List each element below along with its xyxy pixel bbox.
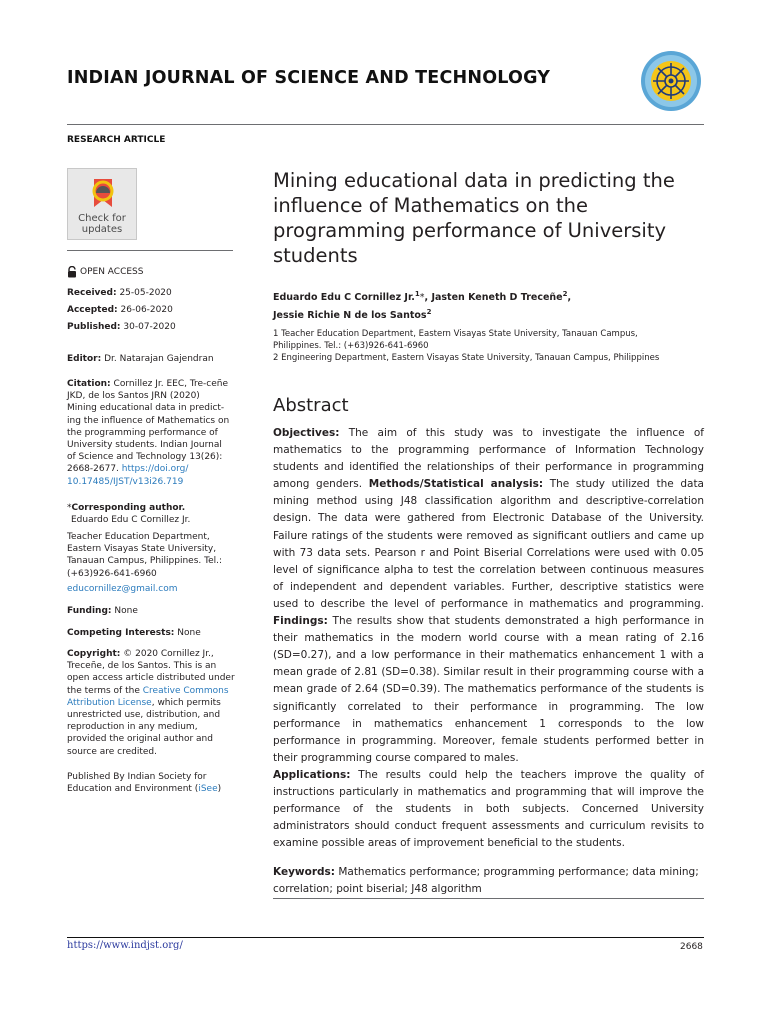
bookmark-icon (88, 175, 118, 211)
abstract-heading: Abstract (273, 395, 349, 416)
footer-divider (67, 937, 704, 938)
keywords: Keywords: Mathematics performance; programming performance; data mining; correlation; point biserial; J48 algorithm (273, 866, 699, 895)
header-divider (67, 124, 704, 125)
journal-title: INDIAN JOURNAL OF SCIENCE AND TECHNOLOGY (67, 68, 551, 88)
corresponding-email-link[interactable]: educornillez@gmail.com (67, 584, 178, 594)
author-list: Eduardo Edu C Cornillez Jr.$^1$*, Jasten Keneth D Treceñe$^2$, Jessie Richie N de los Santos$^2$ (273, 290, 572, 322)
creative-commons-link[interactable]: Creative Commons Attribution License (67, 685, 229, 708)
open-access-label: OPEN ACCESS (80, 267, 144, 277)
published-date: Published: 30-07-2020 (67, 322, 176, 332)
accepted-date: Accepted: 26-06-2020 (67, 305, 173, 315)
check-updates-line1: Check for (78, 213, 126, 224)
keywords-divider (273, 898, 704, 899)
corresponding-address: Teacher Education Department, Eastern Visayas State University, Tanauan Campus, Philippines. Tel.: (+63)926-641-6960 (67, 532, 223, 579)
check-for-updates-badge[interactable] (67, 168, 137, 240)
citation-doi-link[interactable]: https://doi.org/ 10.17485/IJST/v13i26.719 (67, 464, 189, 487)
affiliation-1: 1 Teacher Education Department, Eastern Visayas State University, Tanauan Campus, Philippines. Tel.: (+63)926-641-6960 (273, 329, 638, 351)
affiliation-2: 2 Engineering Department, Eastern Visayas State University, Tanauan Campus, Philippines (273, 353, 660, 363)
journal-logo (640, 50, 702, 112)
received-date: Received: 25-05-2020 (67, 288, 172, 298)
corresponding-author: *Corresponding author. Eduardo Edu C Cornillez Jr. (67, 503, 191, 526)
isee-link[interactable]: iSee (198, 784, 218, 795)
abstract-body: Objectives: The aim of this study was to investigate the influence of mathematics to the programming performance of Information Technology students and identified the relationships of their performance in programming among genders. Methods/Statistical analysis: The study utilized the data mining method using J48 classification algorithm and descriptive-correlation design. The data were gathered from Electronic Database of the University. Failure ratings of the students were removed as significant outliers and came up with 73 data sets. Pearson r and Point Biserial Correlations were used with 0.05 level of significance alpha to test the correlation between continuous measures of independent and dependent variables. Further, descriptive statistics were used to describe the level of performance in mathematics and programming. Findings: The results show that students demonstrated a high performance in their mathematics in the modern world course with a mean rating of 2.16 (SD=0.27), and a low performance in their mathematics enhancement 1 with a mean grade of 2.81 (SD=0.38). Similar result in their programming course with a mean grade of 2.64 (SD=0.39). The mathematics performance of the students is significantly correlated to their performance in programming. The low performance in mathematics enhancement 1 corresponds to the low performance in programming. Moreover, female students performed better in their programming course compared to males. Applications: The results could help the teachers improve the quality of instructions particularly in mathematics and programming that will improve the performance of the students in both subjects. Concerned University administrators should conduct frequent assessments and curriculum revisits to examine possible areas of improvement beneficial to the students. (273, 427, 704, 850)
author-1: Eduardo Edu C Cornillez Jr. (273, 292, 415, 304)
published-by: Published By Indian Society for Education and Environment (iSee) (67, 772, 222, 795)
article-type: RESEARCH ARTICLE (67, 135, 166, 145)
open-lock-icon (67, 266, 77, 278)
page-number: 2668 (680, 942, 703, 952)
journal-website-link[interactable]: https://www.indjst.org/ (67, 940, 183, 951)
funding: Funding: None (67, 606, 138, 616)
copyright: Copyright: © 2020 Cornillez Jr., Treceñe, de los Santos. This is an open access article distributed under the terms of the Creative Commons Attribution License, which permits unrestricted use, distribution, and reproduction in any medium, provided the original author and source are credited. (67, 649, 235, 757)
check-updates-line2: updates (81, 224, 123, 235)
author-3: Jessie Richie N de los Santos (273, 310, 427, 322)
sidebar-divider (67, 250, 233, 251)
citation: Citation: Cornillez Jr. EEC, Tre-ceñe JKD, de los Santos JRN (2020) Mining educational data in predict-ing the influence of Mathematics on the programming performance of University students. Indian Journal of Science and Technology 13(26): 2668-2677. https://doi.org/ 10.17485/IJST/v13i26.719 (67, 379, 230, 487)
article-title: Mining educational data in predicting the influence of Mathematics on the programming performance of University students (273, 169, 675, 267)
open-access (67, 266, 143, 278)
editor: Editor: Dr. Natarajan Gajendran (67, 354, 214, 364)
author-2: , Jasten Keneth D Treceñe (424, 292, 563, 304)
competing-interests: Competing Interests: None (67, 628, 201, 638)
